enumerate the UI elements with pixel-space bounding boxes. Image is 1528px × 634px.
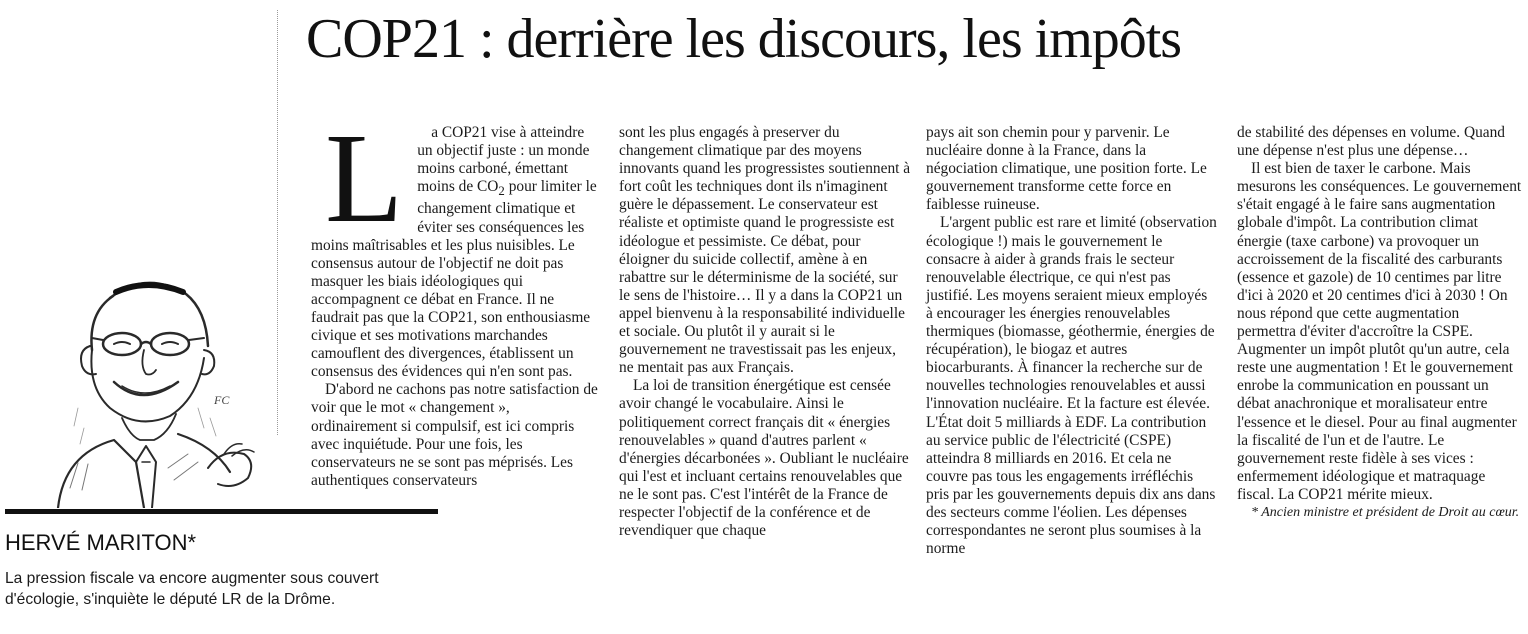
author-description: La pression fiscale va encore augmenter sous couvert d'écologie, s'inquiète le député LR de la Drôme. <box>5 570 379 608</box>
illustrator-signature: FC <box>214 393 230 407</box>
article-paragraph-8: Il est bien de taxer le carbone. Mais mesurons les conséquences. Le gouvernement s'était engagé à le faire sans augmentation globale d'impôt. La contribution climat énergie (taxe carbone) va provoquer un accroissement de la fiscalité des carburants (essence et gazole) de 10 centimes par litre d'ici à 2020 et 20 centimes d'ici à 2030 ! On nous répond que cette augmentation permettra d'éviter d'accroître la CSPE. Augmenter un impôt plutôt qu'un autre, cela reste une augmentation ! Et le gouvernement enrobe la communication en poussant un débat anachronique et moralisateur entre l'essence et le diesel. Pour au final augmenter la fiscalité de l'un et de l'autre. Le gouvernement reste fidèle à ses vices : enfermement idéologique et matraquage fiscal. La COP21 mérite mieux. <box>1237 160 1522 503</box>
article-paragraph-4: La loi de transition énergétique est censée avoir changé le vocabulaire. Ainsi le politiquement correct français dit « énergies renouvelables » quand d'autres parlent « d'énergies décarbonées ». Oubliant le nucléaire qui l'est et incluant certains renouvelables que ne le sont pas. C'est l'intérêt de la France de respecter l'objectif de la conférence et de revendiquer que chaque <box>619 377 909 540</box>
co2-subscript: 2 <box>498 184 505 199</box>
author-name: HERVÉ MARITON* <box>5 530 197 555</box>
article-column-2 <box>619 124 911 540</box>
article-column-3 <box>926 124 1217 558</box>
article-paragraph-5: pays ait son chemin pour y parvenir. Le nucléaire donne à la France, dans la négociation climatique, une position forte. Le gouvernement transforme cette force en faiblesse ruineuse. <box>926 124 1207 214</box>
article-paragraph-2: D'abord ne cachons pas notre satisfaction de voir que le mot « changement », ordinairement si compulsif, est ici compris avec inquiétude. Pour une fois, les conservateurs ne se sont pas méprisés. Les authentiques conservateurs <box>311 381 598 489</box>
drop-cap: L <box>325 107 404 249</box>
column-rule <box>277 10 278 435</box>
author-portrait-illustration <box>18 258 268 508</box>
article-column-1 <box>311 107 599 490</box>
article-column-4 <box>1237 124 1522 522</box>
article-paragraph-3: sont les plus engagés à preserver du changement climatique par des moyens innovants quand les progressistes soutiennent à fort coût les techniques dont ils n'imaginent guère le dépassement. Le conservateur est réaliste et optimiste quand le progressiste est idéologue et pessimiste. Ce débat, pour éloigner du suicide collectif, amène à en rabattre sur le déterminisme de la société, sur le sens de l'histoire… Il y a dans la COP21 un appel bienvenu à la responsabilité individuelle et sociale. Ou plutôt il y aurait si le gouvernement ne travestissait pas les enjeux, ne mentait pas aux Français. <box>619 124 911 377</box>
headline: COP21 : derrière les discours, les impôts <box>306 8 1182 70</box>
author-footnote: * Ancien ministre et président de Droit au cœur. <box>1251 504 1520 520</box>
article-paragraph-1: L a COP21 vise à atteindre un objectif juste : un monde moins carboné, émettant moins de $CO_2$ pour limiter le changement climatique et éviter ses conséquences les moins maîtrisables et les plus nuisibles. Le consensus autour de l'objectif ne doit pas masquer les biais idéologiques qui accompagnent ce débat en France. Il ne faudrait pas que la COP21, son enthousiasme civique et ses motivations marchandes camouflent des divergences, établissent un consensus des évidences qui n'en sont pas. <box>311 107 597 381</box>
article-paragraph-7: de stabilité des dépenses en volume. Quand une dépense n'est plus une dépense… <box>1237 124 1505 160</box>
author-divider <box>5 509 438 514</box>
article-paragraph-6: L'argent public est rare et limité (observation écologique !) mais le gouvernement le consacre à aider à grands frais le secteur renouvelable électrique, ce qui n'est pas justifié. Les moyens seraient mieux employés à encourager les énergies renouvelables thermiques (biomasse, géothermie, énergies de récupération), le biogaz et autres biocarburants. À financer la recherche sur de nouvelles technologies renouvelables et aussi l'innovation nucléaire. Et la facture est élevée. L'État doit 5 milliards à EDF. La contribution au service public de l'électricité (CSPE) atteindra 8 milliards en 2016. Et cela ne couvre pas tous les engagements irréfléchis pris par les gouvernements depuis dix ans dans des secteurs comme l'éolien. Les dépenses correspondantes ne seront plus soumises à la norme <box>926 214 1217 558</box>
